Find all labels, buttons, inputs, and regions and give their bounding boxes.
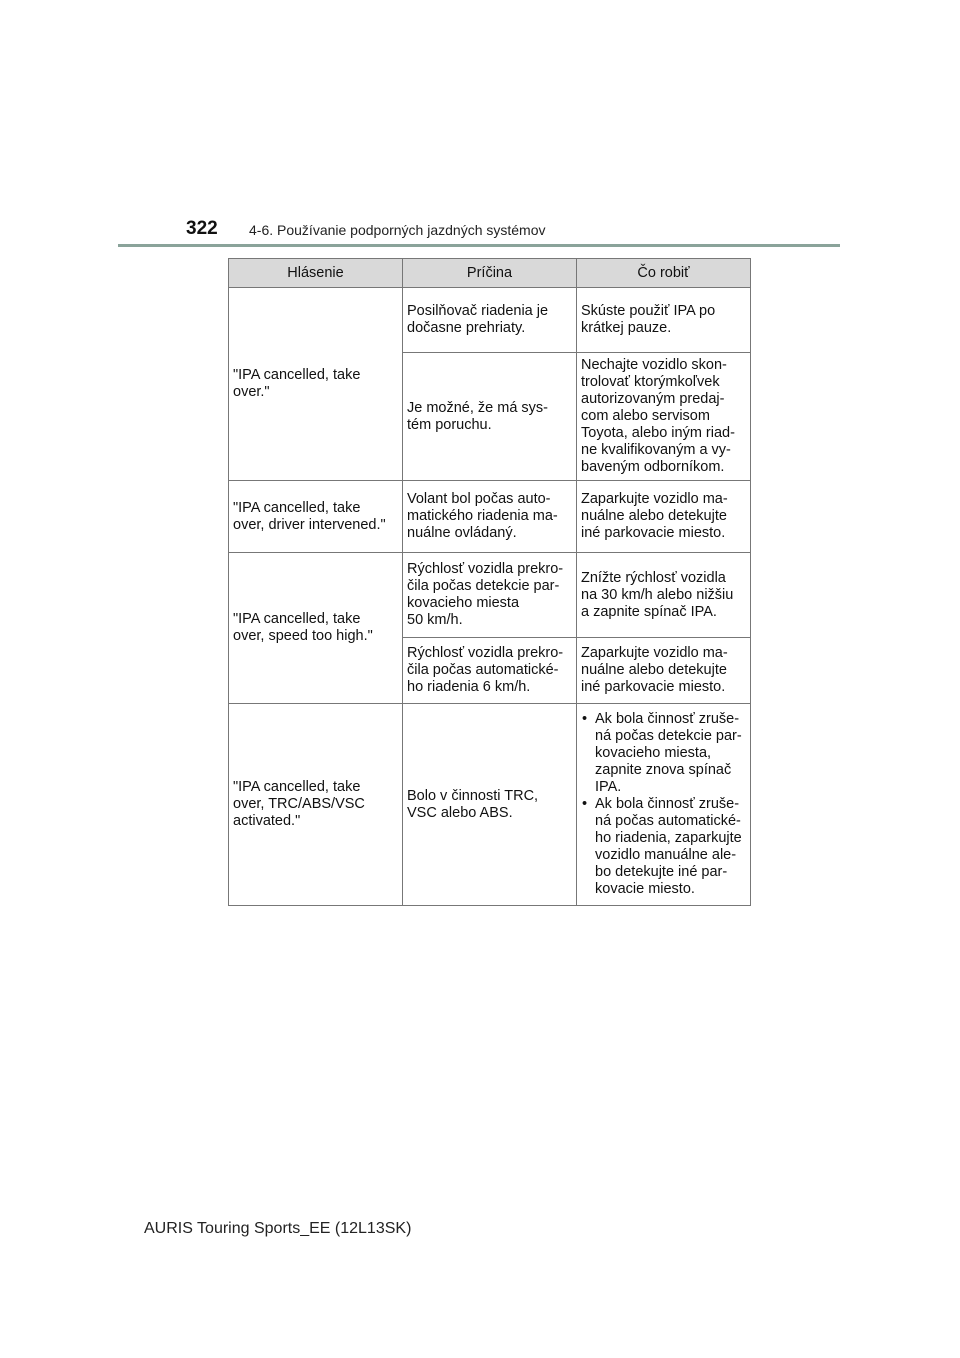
cause-cell: Bolo v činnosti TRC, VSC alebo ABS. — [403, 704, 577, 906]
table-row — [229, 553, 751, 638]
list-item: • Ak bola činnosť zruše- ná počas detekcie par- kovacieho miesta, zapnite znova spínač IPA. — [581, 711, 747, 796]
table-header-row — [229, 259, 751, 288]
table-row — [229, 704, 751, 906]
message-cell: "IPA cancelled, take over, driver intervened." — [229, 481, 403, 553]
message-cell: "IPA cancelled, take over, speed too high." — [229, 553, 403, 704]
action-cell — [577, 704, 751, 906]
list-item: • Ak bola činnosť zruše- ná počas automatické- ho riadenia, zaparkujte vozidlo manuálne ale- bo detekujte iné par- kovacie miesto. — [581, 796, 747, 898]
action-bullet-list — [581, 711, 747, 898]
action-cell: Znížte rýchlosť vozidla na 30 km/h alebo nižšiu a zapnite spínač IPA. — [577, 553, 751, 638]
cause-cell: Volant bol počas auto- matického riadenia ma- nuálne ovládaný. — [403, 481, 577, 553]
action-cell: Zaparkujte vozidlo ma- nuálne alebo detekujte iné parkovacie miesto. — [577, 481, 751, 553]
table-row — [229, 288, 751, 353]
section-title: 4-6. Používanie podporných jazdných systémov — [249, 222, 546, 238]
action-cell: Zaparkujte vozidlo ma- nuálne alebo detekujte iné parkovacie miesto. — [577, 638, 751, 704]
message-table — [228, 258, 751, 906]
cause-cell: Posilňovač riadenia je dočasne prehriaty. — [403, 288, 577, 353]
message-cell: "IPA cancelled, take over, TRC/ABS/VSC activated." — [229, 704, 403, 906]
action-cell: Skúste použiť IPA po krátkej pauze. — [577, 288, 751, 353]
header-divider — [118, 244, 840, 247]
cause-cell: Rýchlosť vozidla prekro- čila počas automatické- ho riadenia 6 km/h. — [403, 638, 577, 704]
cause-cell: Rýchlosť vozidla prekro- čila počas detekcie par- kovacieho miesta 50 km/h. — [403, 553, 577, 638]
cause-cell: Je možné, že má sys- tém poruchu. — [403, 353, 577, 481]
message-cell: "IPA cancelled, take over." — [229, 288, 403, 481]
footer-model-label: AURIS Touring Sports_EE (12L13SK) — [144, 1220, 412, 1237]
column-header-cause: Príčina — [403, 259, 577, 288]
column-header-message: Hlásenie — [229, 259, 403, 288]
column-header-action: Čo robiť — [577, 259, 751, 288]
page-number: 322 — [186, 218, 218, 239]
table-row — [229, 481, 751, 553]
action-cell: Nechajte vozidlo skon- trolovať ktorýmkoľvek autorizovaným predaj- com alebo servisom Toyota, alebo iným riad- ne kvalifikovaným a vy- baveným odborníkom. — [577, 353, 751, 481]
